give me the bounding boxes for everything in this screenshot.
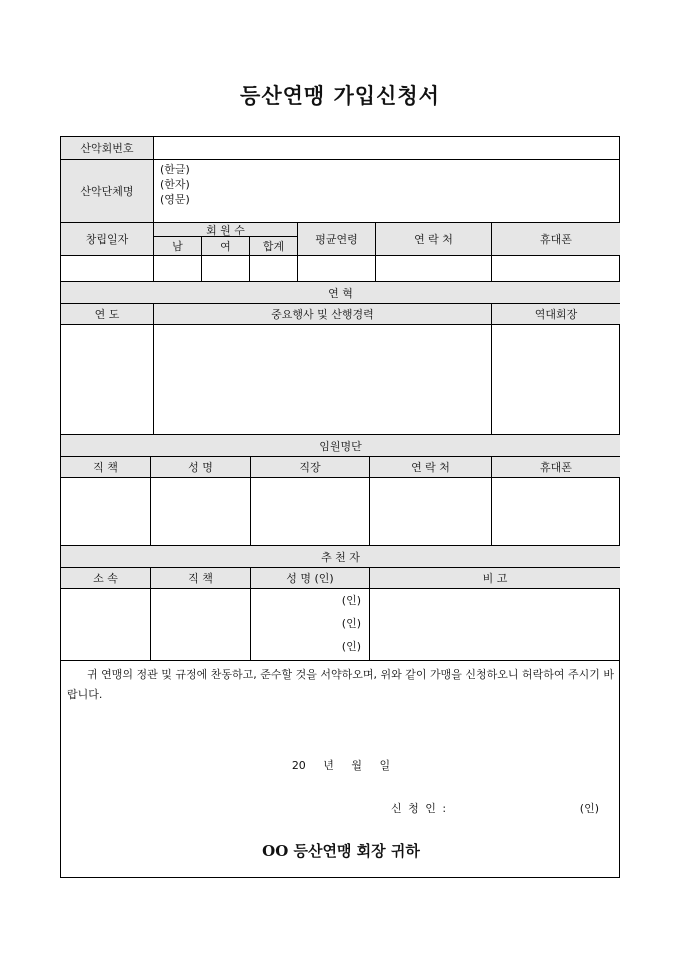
officers-mobile-label: 휴대폰 (492, 457, 620, 478)
officers-position-field[interactable] (61, 478, 151, 546)
officers-contact-label: 연 락 처 (370, 457, 492, 478)
officers-work-label: 직장 (251, 457, 370, 478)
rec-name-seal-label: 성 명 (인) (251, 568, 370, 589)
members-male-label: 남 (154, 237, 202, 256)
applicant-seal-mark: (인) (579, 802, 599, 815)
history-year-label: 연 도 (61, 304, 154, 325)
rec-affiliation-label: 소 속 (61, 568, 151, 589)
history-events-field[interactable] (154, 325, 492, 435)
mobile-label: 휴대폰 (492, 223, 620, 256)
officers-section-header: 임원명단 (61, 435, 620, 457)
founding-date-label: 창립일자 (61, 223, 154, 256)
recommender-section-header: 추 천 자 (61, 546, 620, 568)
members-male-field[interactable] (154, 256, 202, 282)
officers-contact-field[interactable] (370, 478, 492, 546)
group-name-korean-line: (한글) (160, 163, 190, 176)
mobile-field[interactable] (492, 256, 620, 282)
history-presidents-label: 역대회장 (492, 304, 620, 325)
rec-remarks-field[interactable] (370, 589, 620, 661)
declaration-text: 귀 연맹의 정관 및 규정에 찬동하고, 준수할 것을 서약하오며, 위와 같이 가맹을 신청하오니 허락하여 주시기 바랍니다. (67, 668, 614, 701)
group-name-field[interactable] (154, 160, 620, 223)
history-year-field[interactable] (61, 325, 154, 435)
members-total-field[interactable] (250, 256, 298, 282)
rec-seal-mark-2: (인) (341, 617, 361, 630)
rec-affiliation-field[interactable] (61, 589, 151, 661)
club-number-label: 산악회번호 (61, 137, 154, 160)
officers-position-label: 직 책 (61, 457, 151, 478)
officers-name-label: 성 명 (151, 457, 251, 478)
group-name-hanja-line: (한자) (160, 178, 190, 191)
applicant-label: 신 청 인 : (391, 802, 447, 815)
rec-seal-mark-3: (인) (341, 640, 361, 653)
group-name-english-line: (영문) (160, 193, 190, 206)
officers-name-field[interactable] (151, 478, 251, 546)
form-title: 등산연맹 가입신청서 (240, 83, 440, 108)
group-name-label: 산악단체명 (61, 160, 154, 223)
rec-position-field[interactable] (151, 589, 251, 661)
members-female-label: 여 (202, 237, 250, 256)
history-section-header: 연 혁 (61, 282, 620, 304)
rec-name-field[interactable] (251, 589, 370, 661)
officers-work-field[interactable] (251, 478, 370, 546)
members-female-field[interactable] (202, 256, 250, 282)
club-number-field[interactable] (154, 137, 620, 160)
rec-seal-mark-1: (인) (341, 594, 361, 607)
history-events-label: 중요행사 및 산행경력 (154, 304, 492, 325)
members-label: 회 원 수 (154, 223, 298, 237)
application-form (60, 136, 620, 878)
founding-date-field[interactable] (61, 256, 154, 282)
members-total-label: 합계 (250, 237, 298, 256)
average-age-field[interactable] (298, 256, 376, 282)
date-line: 20 년 월 일 (291, 759, 391, 772)
addressee: OO 등산연맹 회장 귀하 (262, 842, 420, 860)
contact-field[interactable] (376, 256, 492, 282)
rec-remarks-label: 비 고 (370, 568, 620, 589)
history-presidents-field[interactable] (492, 325, 620, 435)
average-age-label: 평균연령 (298, 223, 376, 256)
contact-label: 연 락 처 (376, 223, 492, 256)
rec-position-label: 직 책 (151, 568, 251, 589)
officers-mobile-field[interactable] (492, 478, 620, 546)
